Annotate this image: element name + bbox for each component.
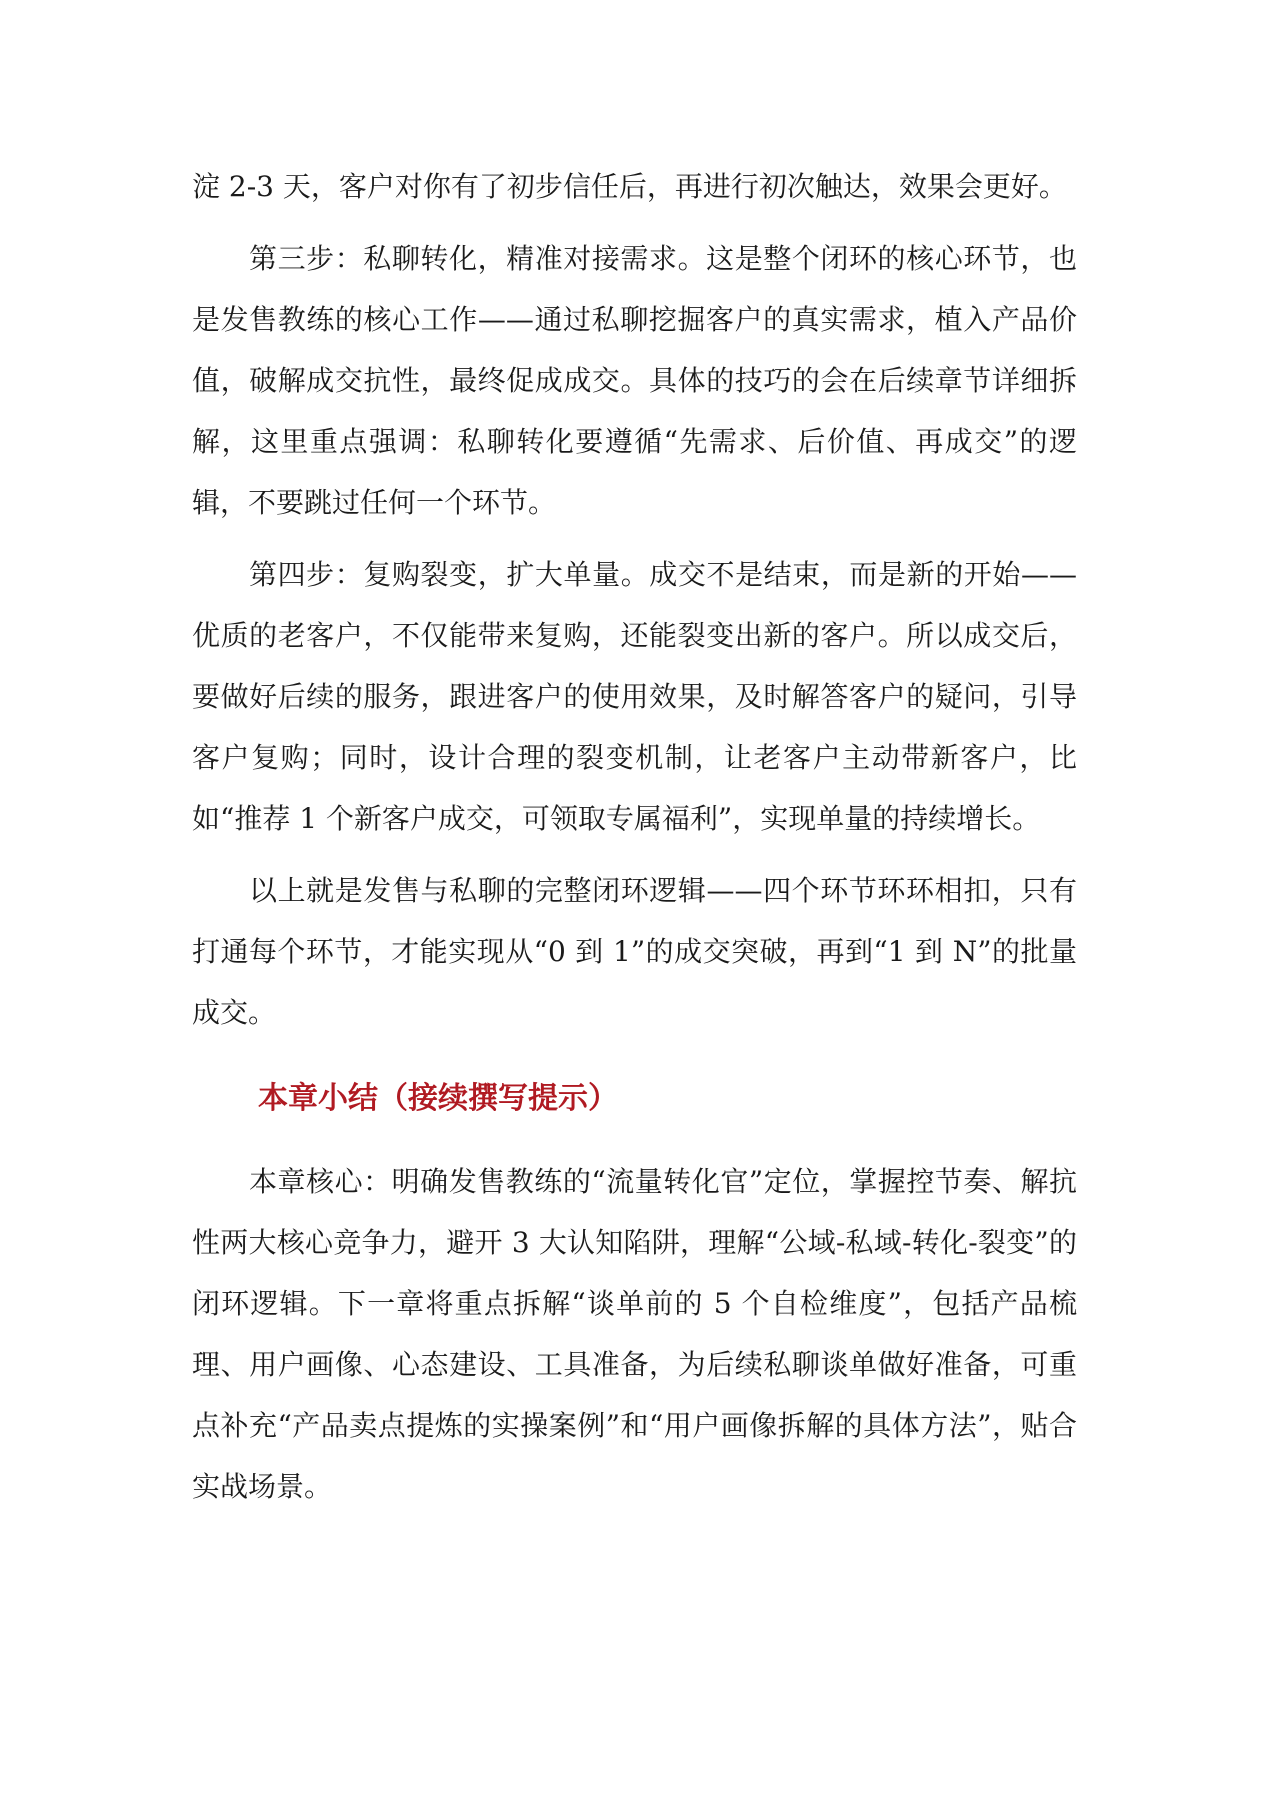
document-body [192,156,1077,1517]
section-heading: 本章小结（接续撰写提示） [258,1081,618,1116]
paragraph-step-four: 第四步：复购裂变，扩大单量。成交不是结束，而是新的开始——优质的老客户，不仅能带来复购，还能裂变出新的客户。所以成交后，要做好后续的服务，跟进客户的使用效果，及时解答客户的疑问，引导客户复购；同时，设计合理的裂变机制，让老客户主动带新客户，比如“推荐 1 个新客户成交，可领取专属福利”，实现单量的持续增长。 [192,558,1077,835]
paragraph-step-three: 第三步：私聊转化，精准对接需求。这是整个闭环的核心环节，也是发售教练的核心工作——通过私聊挖掘客户的真实需求，植入产品价值，破解成交抗性，最终促成成交。具体的技巧的会在后续章节详细拆解，这里重点强调：私聊转化要遵循“先需求、后价值、再成交”的逻辑，不要跳过任何一个环节。 [192,242,1077,519]
paragraph-chapter-summary: 本章核心：明确发售教练的“流量转化官”定位，掌握控节奏、解抗性两大核心竞争力，避开 3 大认知陷阱，理解“公域-私域-转化-裂变”的闭环逻辑。下一章将重点拆解“谈单前的 5 个自检维度”，包括产品梳理、用户画像、心态建设、工具准备，为后续私聊谈单做好准备，可重点补充“产品卖点提炼的实操案例”和“用户画像拆解的具体方法”，贴合实战场景。 [192,1165,1077,1503]
paragraph-loop-summary: 以上就是发售与私聊的完整闭环逻辑——四个环节环环相扣，只有打通每个环节，才能实现从“0 到 1”的成交突破，再到“1 到 N”的批量成交。 [192,874,1077,1029]
paragraph-continuation: 淀 2-3 天，客户对你有了初步信任后，再进行初次触达，效果会更好。 [192,170,1067,203]
